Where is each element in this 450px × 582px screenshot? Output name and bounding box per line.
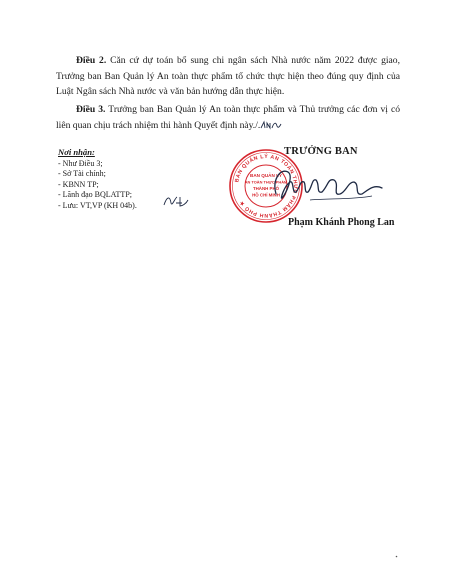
article-2 <box>56 53 400 100</box>
recipients-list <box>58 159 137 212</box>
recipient-item: - Sở Tài chính; <box>58 169 106 179</box>
svg-text:THÀNH PHỐ: THÀNH PHỐ <box>252 186 280 191</box>
signer-name: Phạm Khánh Phong Lan <box>288 217 395 228</box>
signer-title: TRƯỞNG BAN <box>284 146 358 157</box>
svg-text:HỒ CHÍ MINH: HỒ CHÍ MINH <box>252 192 280 198</box>
handwritten-initial-mark-2 <box>162 194 190 208</box>
recipient-item: - Lưu: VT,VP (KH 04b). <box>58 200 137 210</box>
svg-text:BAN QUẢN LÝ AN TOÀN THỰC PHẨM: BAN QUẢN LÝ AN TOÀN THỰC PHẨM THÀNH PHỐ ★ <box>234 153 299 219</box>
svg-text:AN TOÀN THỰC PHẨM: AN TOÀN THỰC PHẨM <box>244 179 288 185</box>
recipient-item: - Lãnh đạo BQLATTP; <box>58 190 132 200</box>
article-3-text: Trưởng ban Ban Quản lý An toàn thực phẩm và Thủ trưởng các đơn vị có liên quan chịu trách nhiệm thi hành Quyết định này./. <box>56 104 401 131</box>
handwritten-initial-mark <box>260 120 282 130</box>
article-2-text: Căn cứ dự toán bổ sung chi ngân sách Nhà nước năm 2022 được giao, Trưởng ban Ban Quản lý An toàn thực phẩm tổ chức thực hiện theo đúng quy định của Luật Ngân sách Nhà nước và văn bản hướng dẫn thực hiện. <box>56 55 401 98</box>
recipient-item: - KBNN TP; <box>58 179 99 189</box>
recipients-heading: Nơi nhận: <box>58 147 95 157</box>
article-2-label: Điều 2. <box>76 55 107 66</box>
article-3 <box>56 102 400 133</box>
handwritten-signature <box>270 160 390 210</box>
recipients-block <box>58 147 137 212</box>
stray-dot-mark <box>395 555 398 558</box>
svg-text:BAN QUẢN LÝ: BAN QUẢN LÝ <box>250 173 282 178</box>
recipient-item: - Như Điều 3; <box>58 158 103 168</box>
article-3-label: Điều 3. <box>76 104 106 115</box>
